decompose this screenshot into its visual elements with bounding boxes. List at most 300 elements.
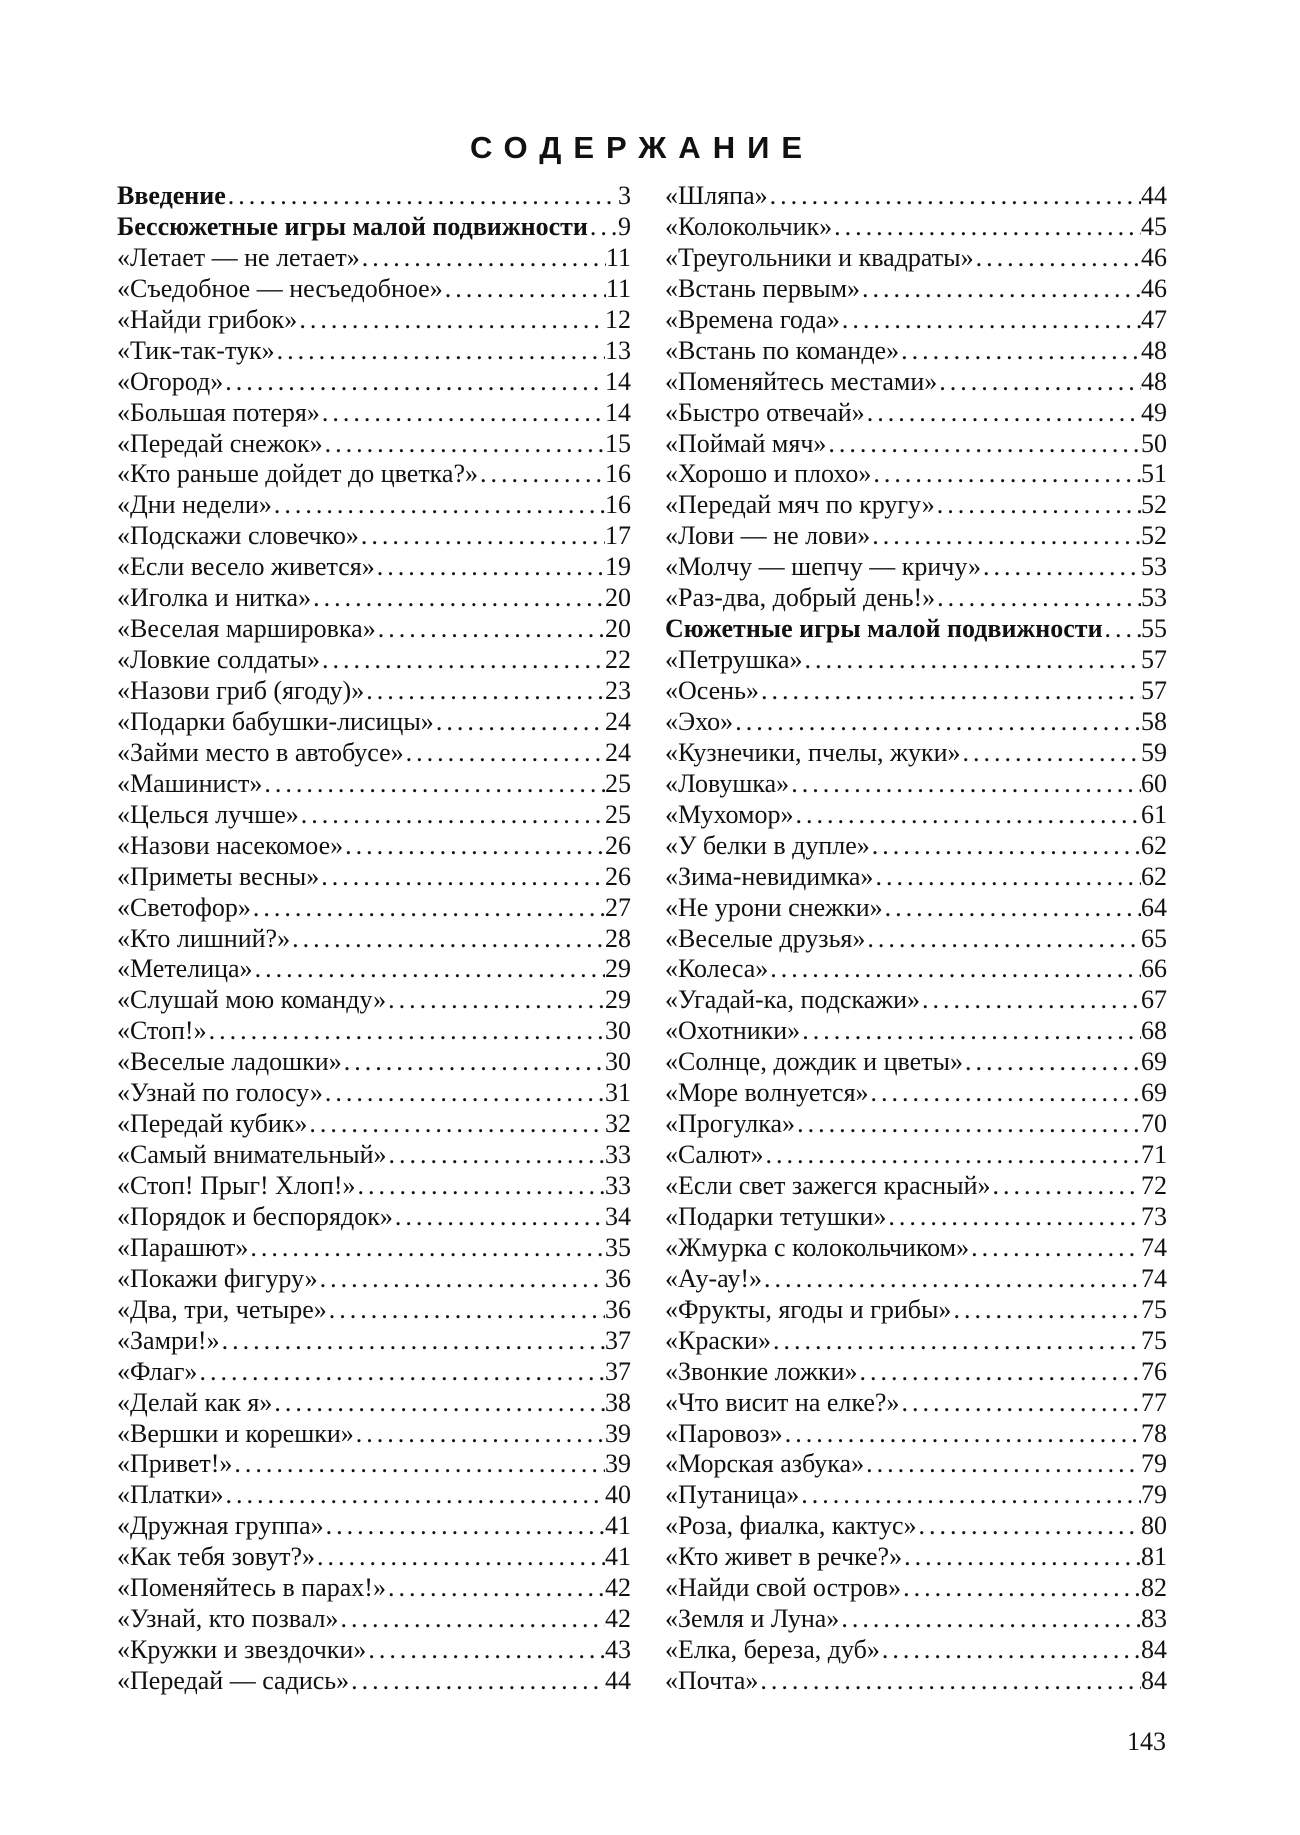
toc-entry-page: 19 — [605, 552, 631, 582]
toc-entry-label: «Подарки тетушки» — [665, 1201, 887, 1231]
toc-entry-label: «Земля и Луна» — [665, 1604, 840, 1634]
toc-entry — [117, 1016, 631, 1047]
toc-entry — [665, 181, 1167, 212]
toc-entry — [665, 1202, 1167, 1233]
toc-entry — [665, 212, 1167, 243]
toc-entry-page: 24 — [605, 706, 631, 736]
toc-entry-label: «Передай снежок» — [117, 428, 323, 458]
toc-entry-page: 62 — [1141, 830, 1167, 860]
toc-entry — [665, 552, 1167, 583]
toc-entry-page: 26 — [605, 830, 631, 860]
dot-leader — [899, 336, 1141, 367]
toc-entry — [117, 924, 631, 955]
toc-entry-page: 62 — [1141, 861, 1167, 891]
toc-entry-label: «Елка, береза, дуб» — [665, 1635, 880, 1665]
dot-leader — [758, 1666, 1141, 1697]
toc-entry-label: «Угадай-ка, подскажи» — [665, 985, 921, 1015]
toc-entry-page: 60 — [1141, 768, 1167, 798]
toc-entry — [117, 1666, 631, 1697]
toc-entry — [117, 181, 631, 212]
toc-entry-label: «Съедобное — несъедобное» — [117, 273, 443, 303]
toc-entry-label: «Узнай по голосу» — [117, 1078, 323, 1108]
toc-entry — [665, 893, 1167, 924]
toc-entry — [117, 1109, 631, 1140]
toc-entry-label: «Колокольчик» — [665, 211, 833, 241]
toc-entry-label: «Подскажи словечко» — [117, 521, 359, 551]
dot-leader — [886, 1202, 1141, 1233]
toc-entry-label: Введение — [117, 181, 226, 210]
toc-entry-label: «Иголка и нитка» — [117, 583, 312, 613]
dot-leader — [935, 583, 1141, 614]
toc-entry-label: «Петрушка» — [665, 645, 803, 675]
toc-entry — [665, 1480, 1167, 1511]
toc-entry — [665, 985, 1167, 1016]
toc-entry-label: «Кружки и звездочки» — [117, 1635, 367, 1665]
dot-leader — [272, 1388, 605, 1419]
toc-entry-page: 47 — [1141, 304, 1167, 334]
toc-entry-label: «Парашют» — [117, 1232, 249, 1262]
dot-leader — [197, 1357, 605, 1388]
toc-entry-page: 34 — [605, 1201, 631, 1231]
dot-leader — [899, 1388, 1141, 1419]
toc-entry-label: «Быстро отвечай» — [665, 397, 865, 427]
toc-entry-label: «Кузнечики, пчелы, жуки» — [665, 737, 961, 767]
dot-leader — [220, 1326, 605, 1357]
dot-leader — [880, 1635, 1141, 1666]
toc-entry-page: 57 — [1141, 645, 1167, 675]
toc-entry-label: «Охотники» — [665, 1016, 801, 1046]
toc-entry — [117, 212, 631, 243]
toc-entry-label: «Стоп! Прыг! Хлоп!» — [117, 1171, 356, 1200]
toc-entry-label: «Делай как я» — [117, 1387, 273, 1417]
toc-entry — [665, 367, 1167, 398]
dot-leader — [355, 1171, 605, 1202]
dot-leader — [839, 1604, 1141, 1635]
toc-entry — [665, 1078, 1167, 1109]
toc-entry-page: 65 — [1141, 923, 1167, 953]
dot-leader — [299, 800, 605, 831]
toc-entry — [117, 459, 631, 490]
toc-entry-page: 35 — [605, 1232, 631, 1262]
dot-leader — [354, 1419, 605, 1450]
dot-leader — [404, 738, 605, 769]
toc-entry — [665, 614, 1167, 645]
dot-leader — [324, 1511, 605, 1542]
toc-entry — [117, 1511, 631, 1542]
dot-leader — [901, 1573, 1141, 1604]
toc-entry-page: 48 — [1141, 335, 1167, 365]
toc-entry — [665, 459, 1167, 490]
toc-entry — [665, 1357, 1167, 1388]
dot-leader — [902, 1542, 1141, 1573]
dot-leader — [768, 181, 1141, 212]
dot-leader — [323, 429, 605, 460]
toc-entry — [117, 1047, 631, 1078]
toc-entry-label: «Шляпа» — [665, 181, 768, 210]
dot-leader — [588, 212, 618, 243]
toc-entry — [665, 1295, 1167, 1326]
toc-entry-page: 16 — [605, 490, 631, 520]
dot-leader — [832, 212, 1141, 243]
toc-entry-page: 38 — [605, 1387, 631, 1417]
toc-entry-page: 36 — [605, 1263, 631, 1293]
dot-leader — [762, 1264, 1141, 1295]
toc-entry-page: 46 — [1141, 273, 1167, 303]
toc-entry — [665, 305, 1167, 336]
toc-entry — [117, 1388, 631, 1419]
toc-entry — [117, 305, 631, 336]
dot-leader — [297, 305, 605, 336]
toc-entry — [665, 1171, 1167, 1202]
dot-leader — [870, 521, 1141, 552]
toc-entry-label: «Светофор» — [117, 892, 251, 922]
toc-entry-page: 69 — [1141, 1047, 1167, 1077]
toc-entry — [117, 707, 631, 738]
toc-entry-page: 24 — [605, 737, 631, 767]
dot-leader — [262, 769, 605, 800]
toc-entry — [665, 1388, 1167, 1419]
toc-entry-label: «Не урони снежки» — [665, 892, 883, 922]
dot-leader — [826, 429, 1141, 460]
toc-entry-label: «Займи место в автобусе» — [117, 737, 404, 767]
toc-entry-page: 48 — [1141, 366, 1167, 396]
toc-entry — [117, 1326, 631, 1357]
toc-entry — [117, 1480, 631, 1511]
dot-leader — [969, 1233, 1141, 1264]
toc-entry — [117, 954, 631, 985]
dot-leader — [349, 1666, 605, 1697]
toc-entry-page: 71 — [1141, 1140, 1167, 1170]
toc-entry-label: «Ау-ау!» — [665, 1263, 763, 1293]
dot-leader — [768, 954, 1141, 985]
toc-entry-page: 50 — [1141, 428, 1167, 458]
toc-entry — [117, 1449, 631, 1480]
toc-entry-page: 30 — [605, 1047, 631, 1077]
toc-entry — [665, 1449, 1167, 1480]
dot-leader — [386, 1573, 605, 1604]
toc-entry — [665, 1419, 1167, 1450]
toc-entry — [665, 1604, 1167, 1635]
dot-leader — [865, 398, 1141, 429]
toc-entry-page: 83 — [1141, 1604, 1167, 1634]
toc-entry-label: «Лови — не лови» — [665, 521, 871, 551]
toc-entry-label: «Паровоз» — [665, 1418, 783, 1448]
dot-leader — [443, 274, 606, 305]
toc-entry-page: 58 — [1141, 706, 1167, 736]
toc-entry — [665, 1511, 1167, 1542]
toc-entry-page: 67 — [1141, 985, 1167, 1015]
toc-entry-page: 25 — [605, 799, 631, 829]
toc-entry-label: «Морская азбука» — [665, 1449, 865, 1479]
toc-entry-label: «Узнай, кто позвал» — [117, 1604, 339, 1634]
toc-entry-label: «Раз-два, добрый день!» — [665, 583, 936, 613]
toc-entry-page: 39 — [605, 1418, 631, 1448]
toc-entry-label: «Целься лучше» — [117, 799, 299, 829]
toc-entry — [117, 398, 631, 429]
toc-entry-page: 84 — [1141, 1635, 1167, 1665]
toc-entry — [117, 645, 631, 676]
dot-leader — [253, 954, 605, 985]
dot-leader — [376, 614, 605, 645]
dot-leader — [871, 459, 1141, 490]
toc-entry-label: «Передай — садись» — [117, 1666, 350, 1695]
toc-entry-label: «Веселые друзья» — [665, 923, 866, 953]
toc-entry-label: «Мухомор» — [665, 799, 794, 829]
toc-entry-label: «Слушай мою команду» — [117, 985, 387, 1015]
toc-entry — [665, 1666, 1167, 1697]
page-title: СОДЕРЖАНИЕ — [469, 130, 815, 165]
toc-entry-page: 79 — [1141, 1449, 1167, 1479]
dot-leader — [771, 1326, 1141, 1357]
dot-leader — [759, 676, 1141, 707]
toc-entry-page: 12 — [605, 304, 631, 334]
dot-leader — [764, 1140, 1141, 1171]
dot-leader — [207, 1016, 605, 1047]
dot-leader — [320, 645, 605, 676]
toc-entry — [665, 336, 1167, 367]
toc-entry — [117, 367, 631, 398]
toc-entry-label: «Звонкие ложки» — [665, 1356, 858, 1386]
toc-entry — [665, 676, 1167, 707]
toc-entry-label: «Море волнуется» — [665, 1078, 869, 1108]
toc-entry-page: 17 — [605, 521, 631, 551]
toc-entry-label: «Назови гриб (ягоду)» — [117, 676, 365, 705]
toc-entry-page: 33 — [605, 1171, 631, 1200]
toc-entry-label: «Машинист» — [117, 768, 263, 798]
toc-entry-label: «Назови насекомое» — [117, 830, 344, 860]
dot-leader — [393, 1202, 605, 1233]
toc-entry — [665, 707, 1167, 738]
dot-leader — [248, 1233, 605, 1264]
toc-entry-page: 14 — [605, 366, 631, 396]
dot-leader — [883, 893, 1141, 924]
toc-entry-page: 46 — [1141, 242, 1167, 272]
toc-entry-page: 13 — [605, 335, 631, 365]
toc-entry-label: «Поймай мяч» — [665, 428, 827, 458]
toc-entry-page: 45 — [1141, 211, 1167, 241]
toc-entry-page: 57 — [1141, 676, 1167, 705]
toc-entry-label: «У белки в дупле» — [665, 830, 870, 860]
toc-entry-page: 23 — [605, 676, 631, 705]
page-folio: 143 — [1127, 1727, 1166, 1756]
toc-entry-page: 53 — [1141, 583, 1167, 613]
dot-leader — [315, 1542, 605, 1573]
toc-entry-page: 37 — [605, 1325, 631, 1355]
toc-entry-page: 14 — [605, 397, 631, 427]
toc-entry-label: «Салют» — [665, 1140, 764, 1170]
toc-entry-page: 41 — [605, 1511, 631, 1541]
toc-entry-label: «Метелица» — [117, 954, 253, 984]
toc-entry-label: «Порядок и беспорядок» — [117, 1201, 393, 1231]
toc-entry — [665, 243, 1167, 274]
dot-leader — [343, 831, 605, 862]
toc-entry-page: 43 — [605, 1635, 631, 1665]
dot-leader — [226, 181, 618, 212]
toc-entry — [117, 1542, 631, 1573]
toc-entry-page: 33 — [605, 1140, 631, 1170]
dot-leader — [275, 336, 605, 367]
toc-entry-page: 44 — [1141, 181, 1167, 210]
dot-leader — [963, 1047, 1141, 1078]
toc-entry-label: «Эхо» — [665, 706, 734, 736]
toc-entry — [665, 1264, 1167, 1295]
toc-entry — [665, 1233, 1167, 1264]
toc-entry — [117, 831, 631, 862]
toc-entry-label: «Покажи фигуру» — [117, 1263, 318, 1293]
toc-entry-page: 77 — [1141, 1387, 1167, 1417]
dot-leader — [873, 862, 1141, 893]
toc-entry-page: 81 — [1141, 1542, 1167, 1572]
dot-leader — [307, 1109, 605, 1140]
toc-entry — [117, 1295, 631, 1326]
toc-entry-label: «Самый внимательный» — [117, 1140, 387, 1170]
toc-entry-label: Сюжетные игры малой подвижности — [665, 614, 1103, 644]
toc-entry-page: 79 — [1141, 1480, 1167, 1510]
toc-entry — [117, 862, 631, 893]
toc-entry-label: «Роза, фиалка, кактус» — [665, 1511, 917, 1541]
dot-leader — [937, 367, 1141, 398]
toc-entry-label: «Если свет зажегся красный» — [665, 1171, 991, 1200]
toc-entry-label: «Краски» — [665, 1325, 771, 1355]
toc-entry — [117, 429, 631, 460]
toc-entry-label: «Жмурка с колокольчиком» — [665, 1232, 970, 1262]
toc-entry-label: «Поменяйтесь местами» — [665, 366, 938, 396]
toc-entry-label: «Кто лишний?» — [117, 923, 291, 953]
toc-entry — [117, 1604, 631, 1635]
dot-leader — [338, 1604, 605, 1635]
toc-entry-page: 29 — [605, 985, 631, 1015]
toc-entry-label: «Встань по команде» — [665, 335, 900, 365]
dot-leader — [960, 738, 1141, 769]
toc-entry-page: 84 — [1141, 1666, 1167, 1695]
toc-entry-label: «Найди грибок» — [117, 304, 298, 334]
toc-entry-label: «Треугольники и квадраты» — [665, 242, 974, 272]
toc-entry — [665, 862, 1167, 893]
toc-entry — [665, 274, 1167, 305]
dot-leader — [223, 367, 605, 398]
dot-leader — [360, 243, 606, 274]
toc-entry — [665, 521, 1167, 552]
dot-leader — [789, 769, 1141, 800]
toc-entry-page: 40 — [605, 1480, 631, 1510]
toc-entry — [117, 800, 631, 831]
dot-leader — [319, 862, 605, 893]
dot-leader — [251, 893, 605, 924]
toc-entry-label: «Почта» — [665, 1666, 759, 1695]
toc-entry — [117, 1202, 631, 1233]
toc-entry-label: «Молчу — шепчу — кричу» — [665, 552, 981, 582]
toc-entry — [665, 954, 1167, 985]
dot-leader — [870, 831, 1141, 862]
toc-entry-label: «Найди свой остров» — [665, 1573, 902, 1603]
toc-entry-page: 15 — [605, 428, 631, 458]
toc-entry — [117, 1357, 631, 1388]
toc-entry-page: 52 — [1141, 490, 1167, 520]
dot-leader — [857, 1357, 1141, 1388]
toc-entry — [117, 243, 631, 274]
dot-leader — [865, 924, 1141, 955]
toc-entry-label: «Передай кубик» — [117, 1109, 308, 1139]
toc-entry-label: «Кто раньше дойдет до цветка?» — [117, 459, 479, 489]
toc-entry-page: 59 — [1141, 737, 1167, 767]
toc-entry — [117, 985, 631, 1016]
toc-entry-page: 30 — [605, 1016, 631, 1046]
dot-leader — [917, 1511, 1141, 1542]
toc-entry-label: «Замри!» — [117, 1325, 220, 1355]
toc-entry — [117, 583, 631, 614]
toc-entry-label: «Ловушка» — [665, 768, 790, 798]
toc-entry-page: 31 — [605, 1078, 631, 1108]
dot-leader — [364, 676, 605, 707]
toc-entry-label: «Колеса» — [665, 954, 769, 984]
dot-leader — [375, 552, 605, 583]
toc-entry-label: «Если весело живется» — [117, 552, 375, 582]
toc-entry-page: 70 — [1141, 1109, 1167, 1139]
toc-entry — [117, 1140, 631, 1171]
toc-entry-page: 27 — [605, 892, 631, 922]
toc-entry — [117, 490, 631, 521]
toc-entry-page: 72 — [1141, 1171, 1167, 1200]
toc-entry-page: 42 — [605, 1573, 631, 1603]
dot-leader — [342, 1047, 605, 1078]
toc-entry-page: 75 — [1141, 1325, 1167, 1355]
dot-leader — [478, 459, 605, 490]
toc-entry — [665, 583, 1167, 614]
toc-entry — [117, 336, 631, 367]
toc-entry-page: 11 — [605, 273, 631, 303]
toc-entry — [117, 769, 631, 800]
toc-entry-page: 82 — [1141, 1573, 1167, 1603]
dot-leader — [802, 645, 1141, 676]
toc-entry-page: 74 — [1141, 1232, 1167, 1262]
dot-leader — [272, 490, 605, 521]
toc-entry-page: 39 — [605, 1449, 631, 1479]
dot-leader — [783, 1419, 1141, 1450]
toc-entry — [665, 1047, 1167, 1078]
toc-entry-page: 78 — [1141, 1418, 1167, 1448]
toc-entry-label: «Веселые ладошки» — [117, 1047, 342, 1077]
toc-entry — [665, 1542, 1167, 1573]
toc-column-left — [117, 181, 631, 1697]
dot-leader — [359, 521, 605, 552]
toc-entry-label: «Подарки бабушки-лисицы» — [117, 706, 434, 736]
toc-entry-page: 11 — [605, 242, 631, 272]
dot-leader — [232, 1449, 605, 1480]
toc-entry-label: «Летает — не летает» — [117, 242, 360, 272]
toc-entry — [117, 614, 631, 645]
toc-entry-label: «Солнце, дождик и цветы» — [665, 1047, 963, 1077]
toc-entry — [665, 490, 1167, 521]
toc-entry — [117, 1573, 631, 1604]
toc-entry — [117, 893, 631, 924]
toc-entry-page: 64 — [1141, 892, 1167, 922]
dot-leader — [224, 1480, 605, 1511]
toc-entry — [117, 676, 631, 707]
dot-leader — [864, 1449, 1141, 1480]
toc-entry — [665, 1140, 1167, 1171]
toc-entry — [665, 398, 1167, 429]
toc-entry — [117, 1635, 631, 1666]
toc-entry — [117, 738, 631, 769]
toc-entry-page: 16 — [605, 459, 631, 489]
toc-entry — [665, 1635, 1167, 1666]
dot-leader — [795, 1109, 1141, 1140]
table-of-contents — [117, 181, 1167, 1697]
dot-leader — [387, 1140, 606, 1171]
toc-entry-page: 69 — [1141, 1078, 1167, 1108]
toc-entry-page: 55 — [1141, 614, 1167, 644]
toc-entry — [665, 1326, 1167, 1357]
